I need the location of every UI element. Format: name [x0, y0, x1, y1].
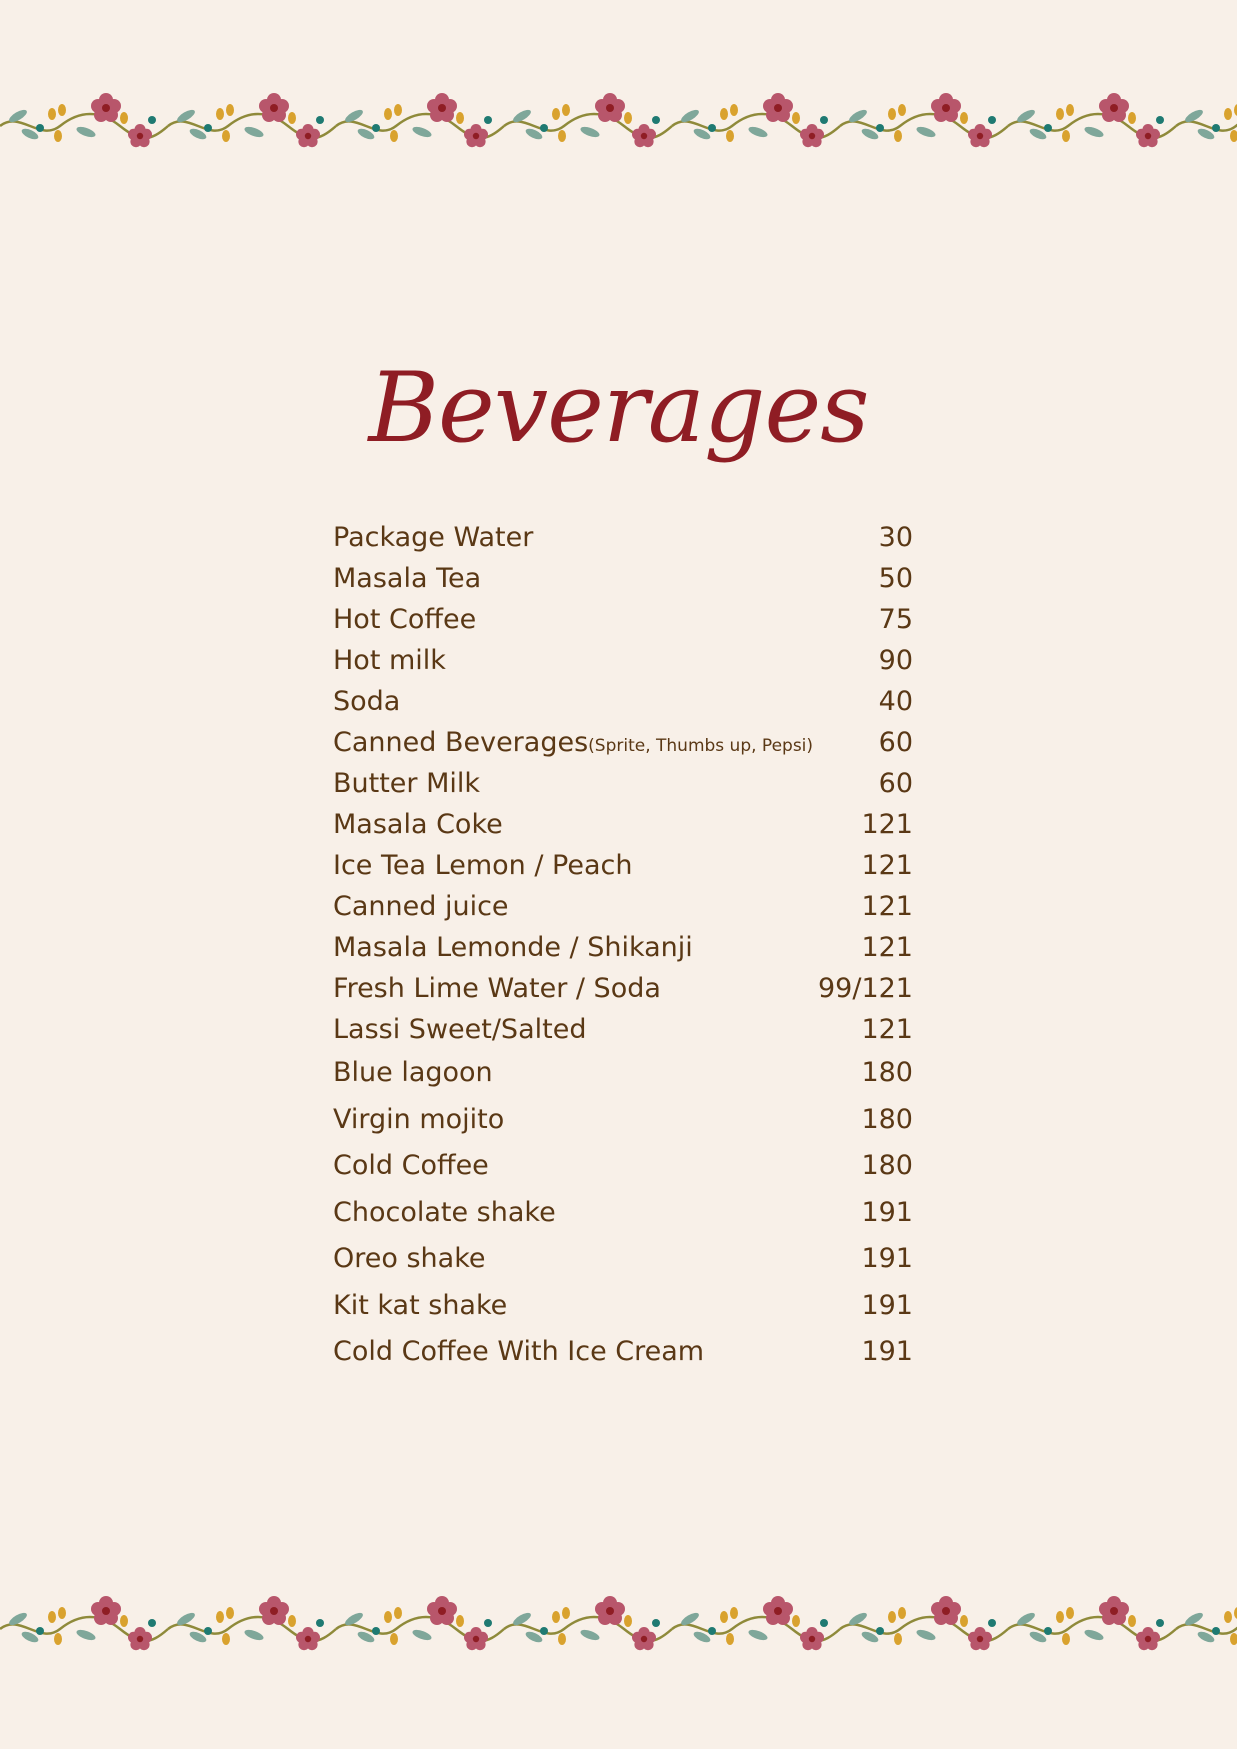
item-price: 191 [861, 1336, 913, 1367]
item-price: 121 [861, 809, 913, 840]
item-price: 60 [878, 727, 913, 758]
item-name: Butter Milk [333, 768, 481, 799]
item-name: Masala Coke [333, 809, 503, 840]
item-price: 121 [861, 850, 913, 881]
item-price: 50 [878, 563, 913, 594]
item-name: Blue lagoon [333, 1057, 493, 1088]
menu-item [333, 558, 913, 599]
beverage-list [333, 517, 913, 1376]
item-name: Hot Coffee [333, 604, 477, 635]
item-price: 90 [878, 645, 913, 676]
menu-item [333, 1283, 913, 1330]
item-name: Package Water [333, 522, 534, 553]
menu-item [333, 1143, 913, 1190]
item-name: Soda [333, 686, 401, 717]
item-price: 180 [861, 1057, 913, 1088]
menu-item [333, 886, 913, 927]
floral-border-bottom [0, 1593, 1237, 1665]
menu-item [333, 1097, 913, 1144]
menu-item [333, 1236, 913, 1283]
item-price: 191 [861, 1243, 913, 1274]
item-name: Ice Tea Lemon / Peach [333, 850, 633, 881]
item-price: 191 [861, 1289, 913, 1321]
item-name: Lassi Sweet/Salted [333, 1014, 587, 1045]
item-name: Chocolate shake [333, 1196, 556, 1228]
item-price: 121 [861, 891, 913, 922]
item-price: 121 [861, 932, 913, 963]
menu-item [333, 1050, 913, 1097]
item-price: 180 [861, 1150, 913, 1181]
item-price: 40 [878, 686, 913, 717]
menu-item [333, 599, 913, 640]
menu-title: Beverages [368, 352, 869, 464]
menu-item [333, 1009, 913, 1050]
floral-border-top [0, 90, 1237, 162]
item-price: 99/121 [818, 973, 913, 1004]
menu-item [333, 1190, 913, 1237]
item-name: Fresh Lime Water / Soda [333, 973, 661, 1004]
menu-item [333, 968, 913, 1009]
item-name: Canned Beverages [333, 727, 589, 758]
menu-item [333, 927, 913, 968]
menu-item [333, 763, 913, 804]
item-name: Canned juice [333, 891, 509, 922]
menu-item [333, 517, 913, 558]
item-name: Oreo shake [333, 1243, 486, 1274]
item-price: 121 [861, 1014, 913, 1045]
item-name: Cold Coffee [333, 1150, 489, 1181]
item-note: (Sprite, Thumbs up, Pepsi) [588, 736, 814, 756]
item-price: 180 [861, 1103, 913, 1135]
floral-vine-icon [0, 1593, 1237, 1665]
item-price: 75 [878, 604, 913, 635]
menu-item [333, 845, 913, 886]
menu-item [333, 722, 913, 763]
item-name: Masala Tea [333, 563, 482, 594]
item-name: Hot milk [333, 645, 446, 676]
item-name: Kit kat shake [333, 1289, 508, 1321]
menu-item [333, 804, 913, 845]
item-name: Cold Coffee With Ice Cream [333, 1336, 705, 1367]
menu-item [333, 1329, 913, 1376]
item-price: 30 [878, 522, 913, 553]
item-price: 191 [861, 1196, 913, 1228]
menu-item [333, 640, 913, 681]
item-price: 60 [878, 768, 913, 799]
item-name: Virgin mojito [333, 1103, 505, 1135]
item-name: Masala Lemonde / Shikanji [333, 932, 693, 963]
menu-item [333, 681, 913, 722]
floral-vine-icon [0, 90, 1237, 162]
